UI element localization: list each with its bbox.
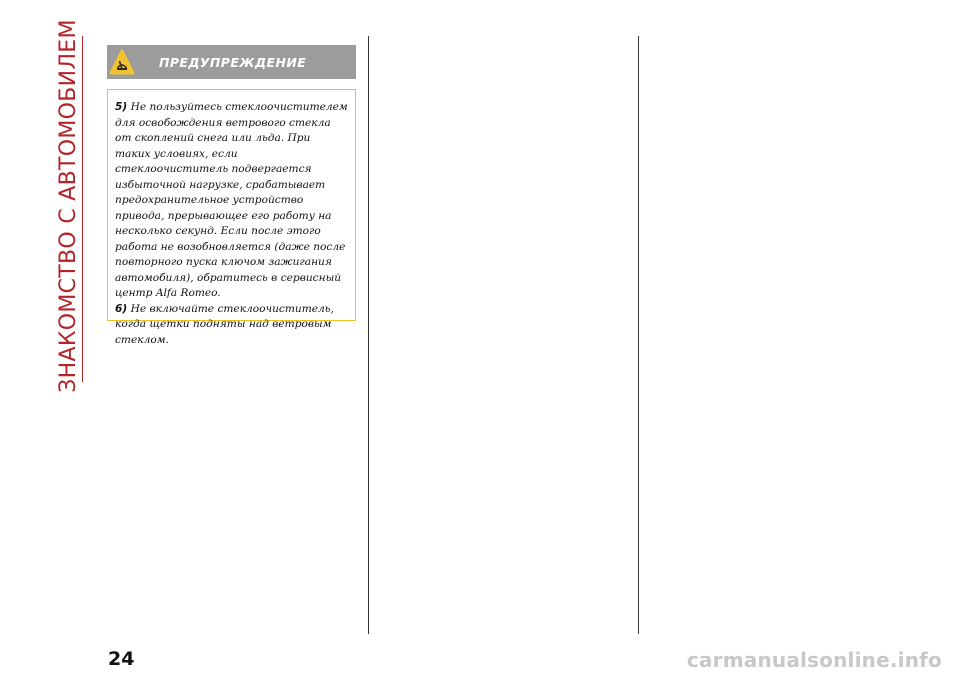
column-divider-1 bbox=[368, 36, 369, 634]
warning-box bbox=[107, 89, 356, 346]
warning-title: ПРЕДУПРЕЖДЕНИЕ bbox=[159, 55, 307, 70]
chapter-title-vertical bbox=[54, 19, 84, 393]
warning-note-5 bbox=[115, 100, 348, 302]
note-text-5: Не пользуйтесь стеклоочистителем для освобождения ветрового стекла от скоплений снега или льда. При таких условиях, если стеклоочиститель подвергается избыточной нагрузке, срабатывает предохранительное устройство привода, прерывающее его работу на несколько секунд. Если после этого работа не возобновляется (даже после повторного пуска ключом зажигания автомобиля), обратитесь в сервисный центр Alfa Romeo. bbox=[115, 101, 348, 299]
note-number-6: 6) bbox=[115, 302, 128, 315]
warning-note-6 bbox=[115, 302, 348, 349]
warning-header bbox=[107, 45, 356, 79]
chapter-title-text: ЗНАКОМСТВО С АВТОМОБИЛЕМ bbox=[56, 19, 82, 393]
warning-triangle-wiper-icon bbox=[107, 45, 137, 79]
page-number: 24 bbox=[108, 648, 135, 670]
note-text-6: Не включайте стеклоочиститель, когда щетки подняты над ветровым стеклом. bbox=[115, 302, 334, 346]
chapter-side-rule bbox=[82, 36, 83, 382]
watermark-text: carmanualsonline.info bbox=[686, 648, 942, 672]
column-divider-2 bbox=[638, 36, 639, 634]
note-number-5: 5) bbox=[115, 101, 128, 113]
